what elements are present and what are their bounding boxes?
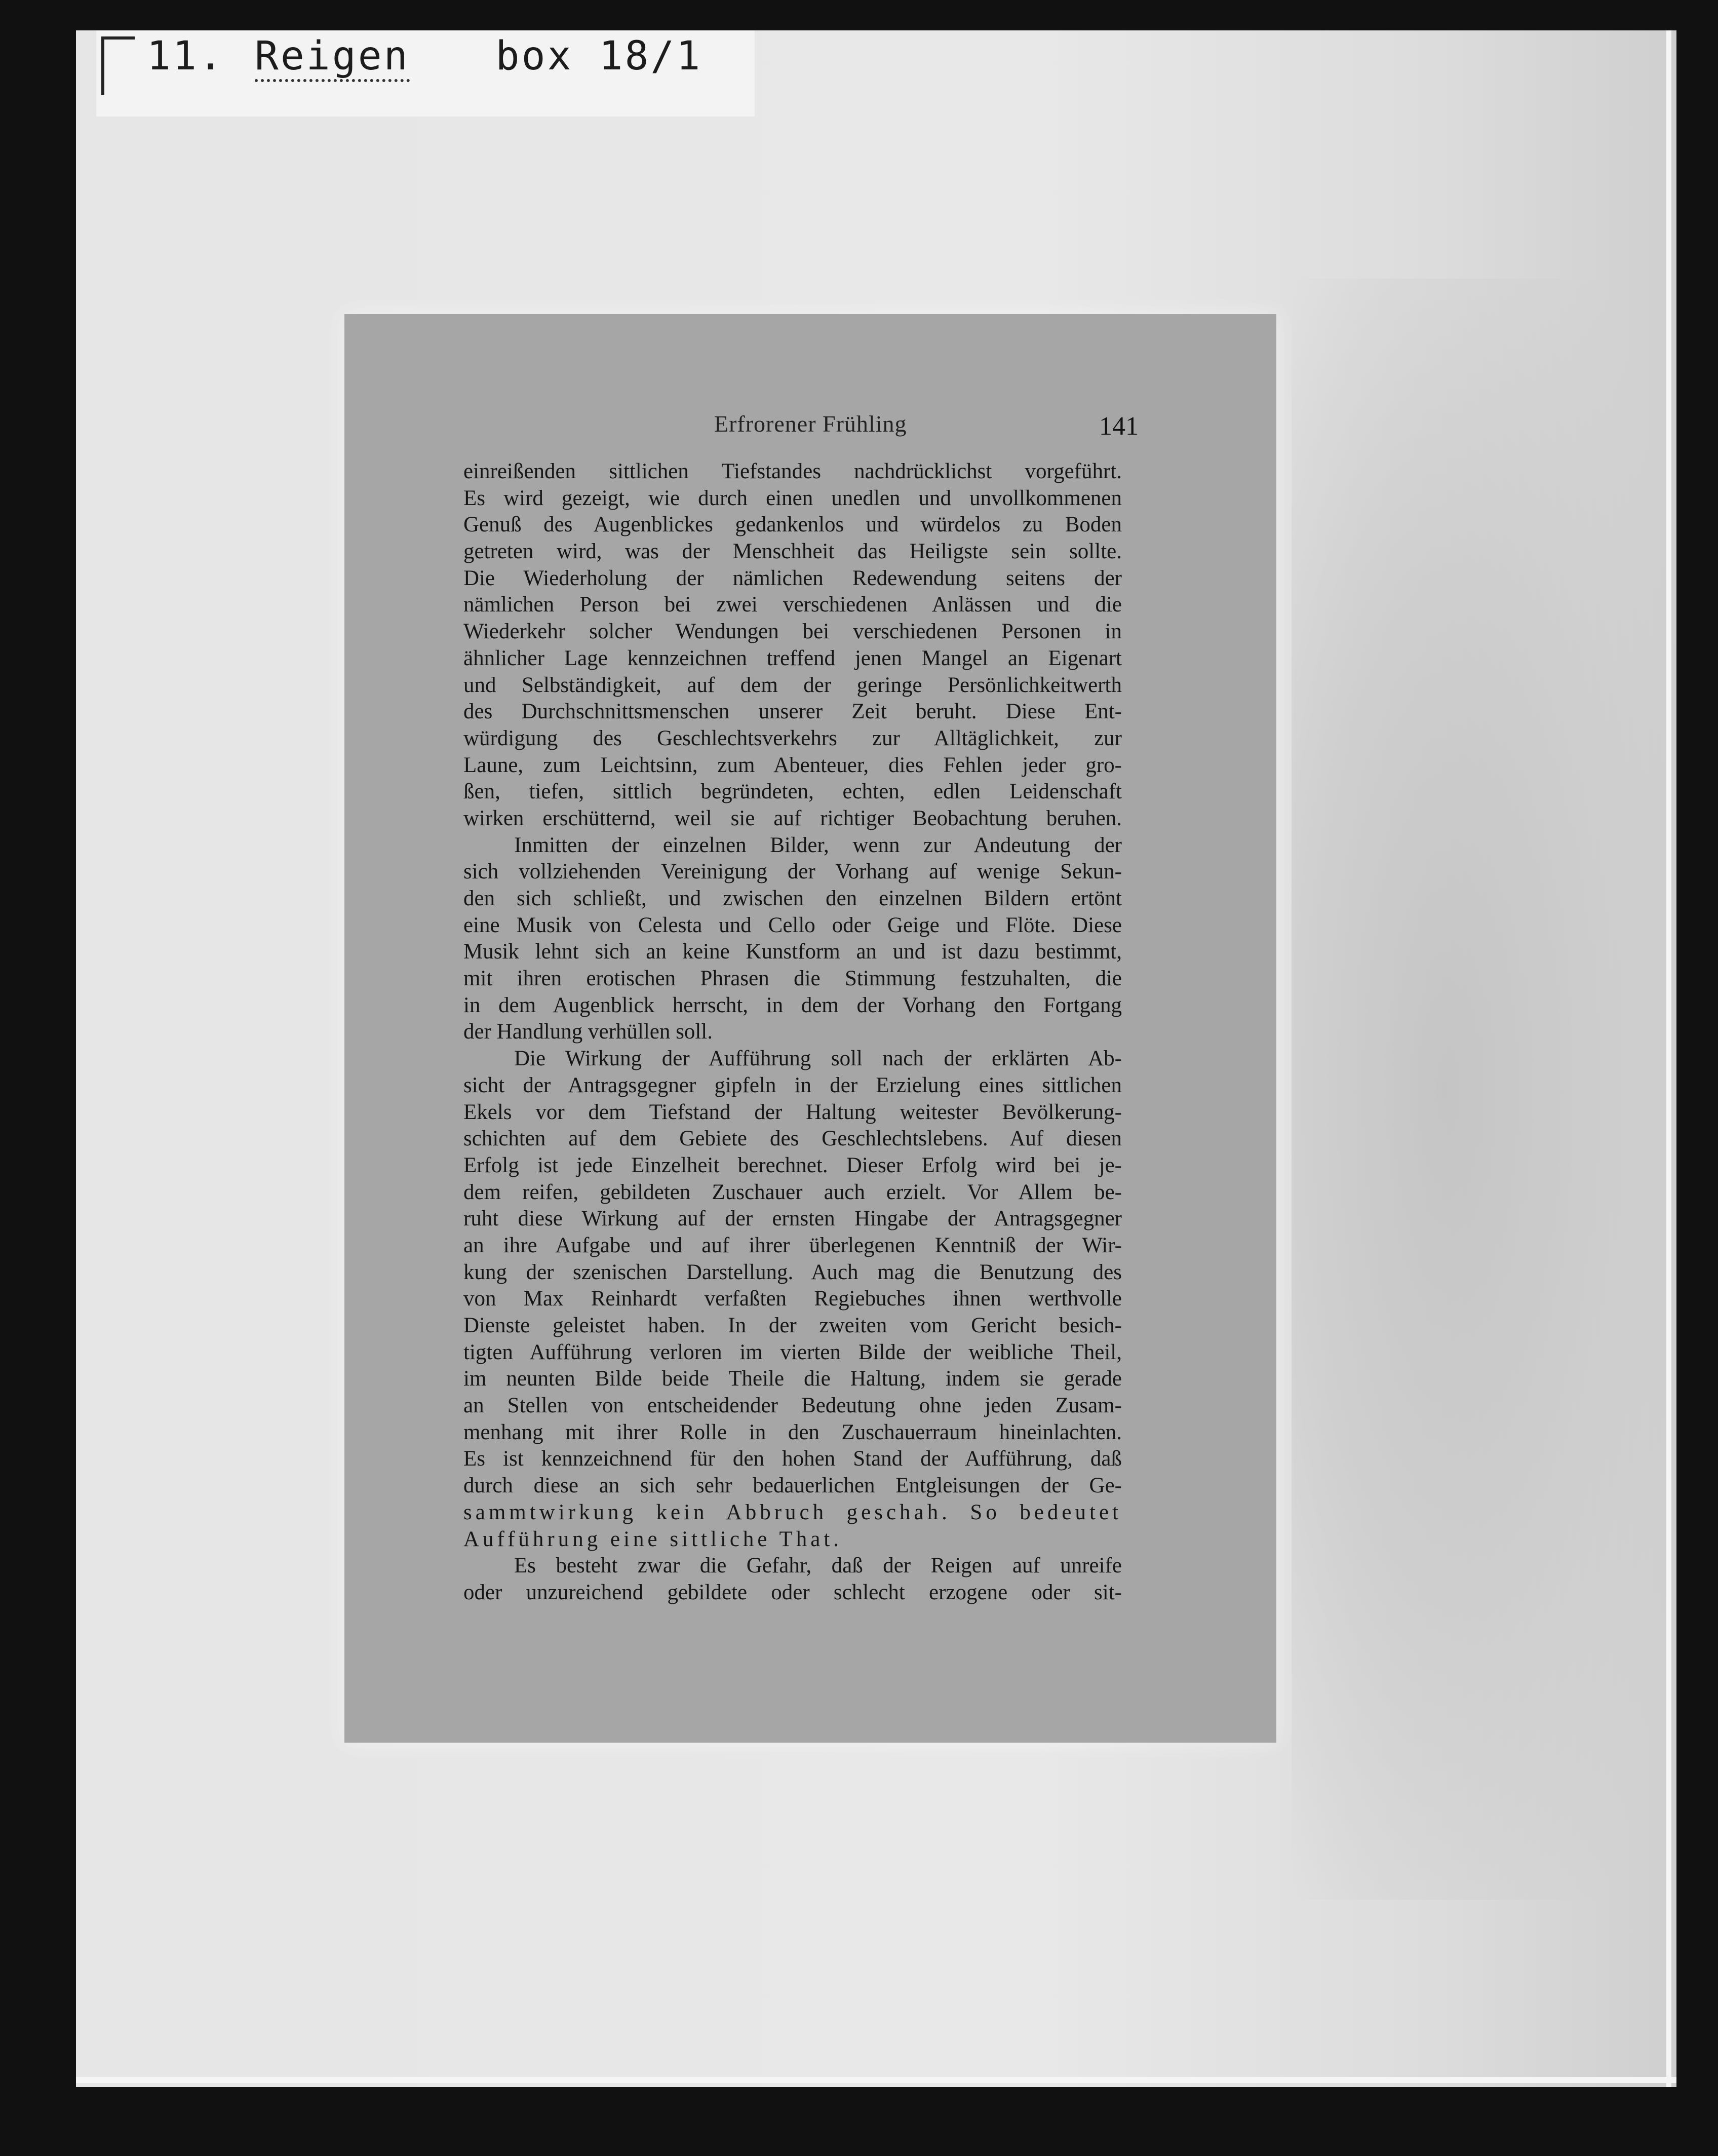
text-line: tigten Aufführung verloren im vierten Bilde der weibliche Theil, — [463, 1340, 1122, 1364]
text-line: der Handlung verhüllen soll. — [463, 1020, 713, 1044]
text-line: durch diese an sich sehr bedauerlichen Entgleisungen der Ge- — [463, 1474, 1122, 1498]
text-line: Dienste geleistet haben. In der zweiten vom Gericht besich- — [463, 1314, 1122, 1337]
text-line: getreten wird, was der Menschheit das Heiligste sein sollte. — [463, 540, 1122, 564]
text-line: oder unzureichend gebildete oder schlecht erzogene oder sit- — [463, 1580, 1122, 1604]
text-line: im neunten Bilde beide Theile die Haltung, indem sie gerade — [463, 1367, 1122, 1391]
text-line: sich vollziehenden Vereinigung der Vorhang auf wenige Sekun- — [463, 860, 1122, 884]
text-line: Genuß des Augenblickes gedankenlos und würdelos zu Boden — [463, 513, 1122, 537]
label-box: box 18/1 — [495, 33, 702, 79]
page-number: 141 — [1099, 412, 1139, 441]
text-line: Erfolg ist jede Einzelheit berechnet. Dieser Erfolg wird bei je- — [463, 1153, 1122, 1177]
text-line: nämlichen Person bei zwei verschiedenen Anlässen und die — [463, 593, 1122, 617]
text-line: Es wird gezeigt, wie durch einen unedlen und unvollkommenen — [463, 486, 1122, 510]
text-line: des Durchschnittsmenschen unserer Zeit beruht. Diese Ent- — [463, 700, 1122, 724]
text-line: Inmitten der einzelnen Bilder, wenn zur Andeutung der — [514, 833, 1122, 857]
text-line: wirken erschütternd, weil sie auf richtiger Beobachtung beruhen. — [463, 806, 1122, 830]
page-header — [344, 410, 1276, 451]
text-line: dem reifen, gebildeten Zuschauer auch erzielt. Vor Allem be- — [463, 1180, 1122, 1204]
text-line: an ihre Aufgabe und auf ihrer überlegenen Kenntniß der Wir- — [463, 1233, 1122, 1257]
text-line: Musik lehnt sich an keine Kunstform an und ist dazu bestimmt, — [463, 940, 1122, 964]
text-line: Es besteht zwar die Gefahr, daß der Reigen auf unreife — [514, 1554, 1122, 1578]
text-line: ßen, tiefen, sittlich begründeten, echten, edlen Leidenschaft — [463, 780, 1122, 804]
archive-label — [147, 33, 702, 89]
book-page-clipping — [344, 314, 1276, 1743]
sheet-edge-right — [1666, 30, 1671, 2087]
text-line: Laune, zum Leichtsinn, zum Abenteuer, dies Fehlen jeder gro- — [463, 753, 1122, 777]
text-line: den sich schließt, und zwischen den einzelnen Bildern ertönt — [463, 887, 1122, 910]
label-bracket — [101, 36, 135, 95]
text-line: Ekels vor dem Tiefstand der Haltung weitester Bevölkerung- — [463, 1100, 1122, 1124]
text-line: sammtwirkung kein Abbruch geschah. So bedeutet — [463, 1500, 1122, 1524]
text-line: von Max Reinhardt verfaßten Regiebuches ihnen werthvolle — [463, 1287, 1122, 1311]
text-line: menhang mit ihrer Rolle in den Zuschauerraum hineinlachten. — [463, 1420, 1122, 1444]
text-line: Aufführung eine sittliche That. — [463, 1527, 843, 1551]
text-line: einreißenden sittlichen Tiefstandes nachdrücklichst vorgeführt. — [463, 459, 1122, 483]
text-line: würdigung des Geschlechtsverkehrs zur Alltäglichkeit, zur — [463, 726, 1122, 750]
text-line: schichten auf dem Gebiete des Geschlechtslebens. Auf diesen — [463, 1127, 1122, 1151]
body-text — [463, 458, 1122, 1606]
text-line: Die Wirkung der Aufführung soll nach der erklärten Ab- — [514, 1047, 1122, 1071]
running-title: Erfrorener Frühling — [714, 411, 907, 437]
text-line: Es ist kennzeichnend für den hohen Stand der Aufführung, daß — [463, 1447, 1122, 1471]
text-line: kung der szenischen Darstellung. Auch mag die Benutzung des — [463, 1260, 1122, 1284]
sheet-shading — [1292, 279, 1676, 1900]
label-title: Reigen — [255, 33, 410, 82]
text-line: ähnlicher Lage kennzeichnen treffend jenen Mangel an Eigenart — [463, 646, 1122, 670]
text-line: sicht der Antragsgegner gipfeln in der Erzielung eines sittlichen — [463, 1073, 1122, 1097]
sheet-edge-bottom — [76, 2077, 1676, 2083]
text-line: eine Musik von Celesta und Cello oder Geige und Flöte. Diese — [463, 913, 1122, 937]
text-line: Wiederkehr solcher Wendungen bei verschiedenen Personen in — [463, 620, 1122, 644]
text-line: Die Wiederholung der nämlichen Redewendung seitens der — [463, 566, 1122, 590]
text-line: ruht diese Wirkung auf der ernsten Hingabe der Antragsgegner — [463, 1207, 1122, 1231]
text-line: und Selbständigkeit, auf dem der geringe Persönlichkeitwerth — [463, 673, 1122, 697]
text-line: an Stellen von entscheidender Bedeutung ohne jeden Zusam- — [463, 1394, 1122, 1418]
text-line: mit ihren erotischen Phrasen die Stimmung festzuhalten, die — [463, 967, 1122, 991]
text-line: in dem Augenblick herrscht, in dem der Vorhang den Fortgang — [463, 993, 1122, 1017]
label-number: 11. — [147, 33, 224, 79]
